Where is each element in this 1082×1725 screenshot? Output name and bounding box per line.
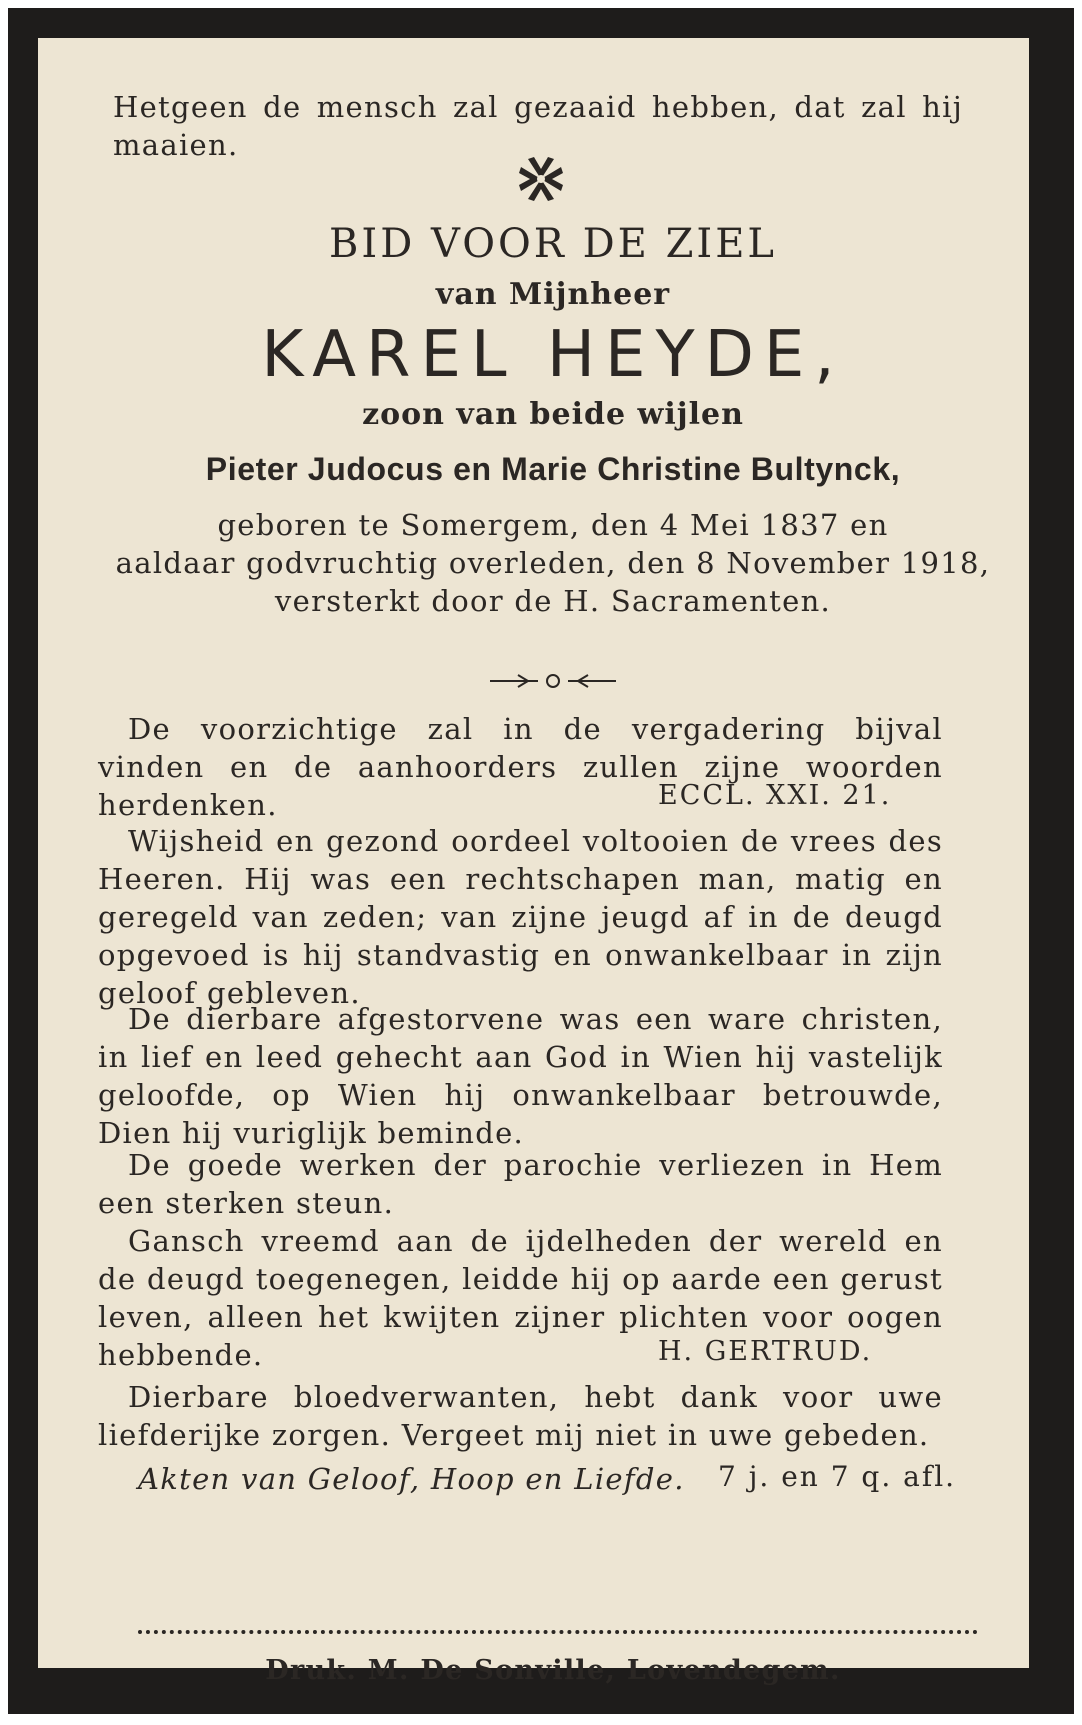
memorial-card-paper <box>38 38 1029 1686</box>
indulgence: 7 j. en 7 q. afl. <box>718 1460 957 1493</box>
paragraph-parish: De goede werken der parochie verliezen in Hem een sterken steun. <box>98 1148 943 1220</box>
quote-ecclesiasticus: De voorzichtige zal in de vergadering bijval vinden en de aanhoorders zullen zijne woorden herdenken. <box>98 712 943 822</box>
gertrud-reference: H. GERTRUD. <box>658 1336 873 1367</box>
printer-line: Druk. M. De Sonville, Lovendegem. <box>265 1655 841 1686</box>
acts-of-faith: Akten van Geloof, Hoop en Liefde. <box>138 1462 685 1496</box>
parents-names: Pieter Judocus en Marie Christine Bultynck, <box>205 451 901 487</box>
dotted-divider <box>138 1630 978 1634</box>
flourish-ornament-icon <box>488 670 618 692</box>
paragraph-vanities: Gansch vreemd aan de ijdelheden der wereld en de deugd toegenegen, leidde hij op aarde een gerust leven, alleen het kwijten zijner plichten voor oogen hebbende. <box>98 1224 943 1372</box>
maltese-cross-icon <box>518 153 564 205</box>
prayer-heading: BID VOOR DE ZIEL <box>329 221 777 267</box>
deceased-name: KAREL HEYDE, <box>261 318 845 392</box>
death-line: aaldaar godvruchtig overleden, den 8 November 1918, <box>115 546 991 580</box>
closing-prayer: Dierbare bloedverwanten, hebt dank voor uwe liefderijke zorgen. Vergeet mij niet in uwe gebeden. <box>98 1380 943 1452</box>
zoon-line: zoon van beide wijlen <box>362 397 744 432</box>
memorial-card-border <box>8 8 1074 1714</box>
van-mijnheer: van Mijnheer <box>435 277 671 312</box>
quote-ecclesiasticus-reference: ECCL. XXI. 21. <box>658 780 892 811</box>
paragraph-christian: De dierbare afgestorvene was een ware christen, in lief en leed gehecht aan God in Wien hij vastelijk geloofde, op Wien hij onwankelbaar betrouwde, Dien hij vuriglijk beminde. <box>98 1002 943 1150</box>
epigraph: Hetgeen de mensch zal gezaaid hebben, dat zal hij maaien. <box>113 90 963 162</box>
birth-line: geboren te Somergem, den 4 Mei 1837 en <box>217 508 889 542</box>
sacraments-line: versterkt door de H. Sacramenten. <box>274 584 832 618</box>
paragraph-wisdom: Wijsheid en gezond oordeel voltooien de vrees des Heeren. Hij was een rechtschapen man, matig en geregeld van zeden; van zijne jeugd af in de deugd opgevoed is hij standvastig en onwankelbaar in zijn geloof gebleven. <box>98 824 943 1010</box>
